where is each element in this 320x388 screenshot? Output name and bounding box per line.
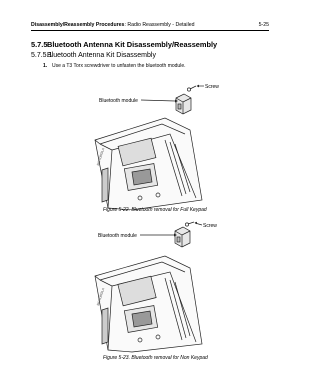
subsection-heading bbox=[31, 52, 156, 59]
section-title: Bluetooth Antenna Kit Disassembly/Reassembly bbox=[47, 40, 218, 49]
step-text: Use a T3 Torx screwdriver to unfasten the bluetooth module. bbox=[52, 63, 186, 69]
radio-chassis-drawing bbox=[95, 118, 202, 210]
fig1-label-screw: Screw bbox=[205, 84, 219, 90]
bluetooth-module-drawing bbox=[176, 94, 191, 114]
svg-text:MOTOROLA: MOTOROLA bbox=[95, 287, 106, 307]
fig2-label-screw: Screw bbox=[203, 223, 217, 229]
radio-chassis-drawing bbox=[95, 256, 202, 352]
screw-drawing bbox=[187, 86, 196, 91]
figure-full-keypad bbox=[0, 70, 300, 210]
fig2-label-bluetooth-module: Bluetooth module bbox=[98, 233, 137, 239]
header-section-bold: Disassembly/Reassembly Procedures bbox=[31, 22, 125, 28]
section-number: 5.7.5 bbox=[31, 40, 48, 49]
figure-non-keypad bbox=[0, 218, 300, 354]
bluetooth-module-drawing bbox=[175, 227, 190, 247]
header-section bbox=[31, 22, 195, 28]
header-page-number: 5-25 bbox=[258, 22, 269, 28]
figure-caption-full-keypad: Figure 5-22. Bluetooth removal for Full Keypad bbox=[103, 207, 207, 213]
subsection-number: 5.7.5.1 bbox=[31, 52, 53, 59]
subsection-title: Bluetooth Antenna Kit Disassembly bbox=[47, 52, 156, 59]
header-section-rest: : Radio Reassembly - Detailed bbox=[124, 22, 195, 28]
screw-drawing bbox=[185, 222, 194, 226]
step-number: 1. bbox=[43, 63, 48, 69]
svg-text:MOTOROLA: MOTOROLA bbox=[95, 147, 106, 167]
fig1-label-bluetooth-module: Bluetooth module bbox=[99, 98, 138, 104]
section-heading bbox=[31, 40, 217, 49]
header-rule bbox=[31, 30, 269, 31]
procedure-step bbox=[43, 63, 186, 69]
figure-caption-non-keypad: Figure 5-23. Bluetooth removal for Non Keypad bbox=[103, 355, 208, 361]
